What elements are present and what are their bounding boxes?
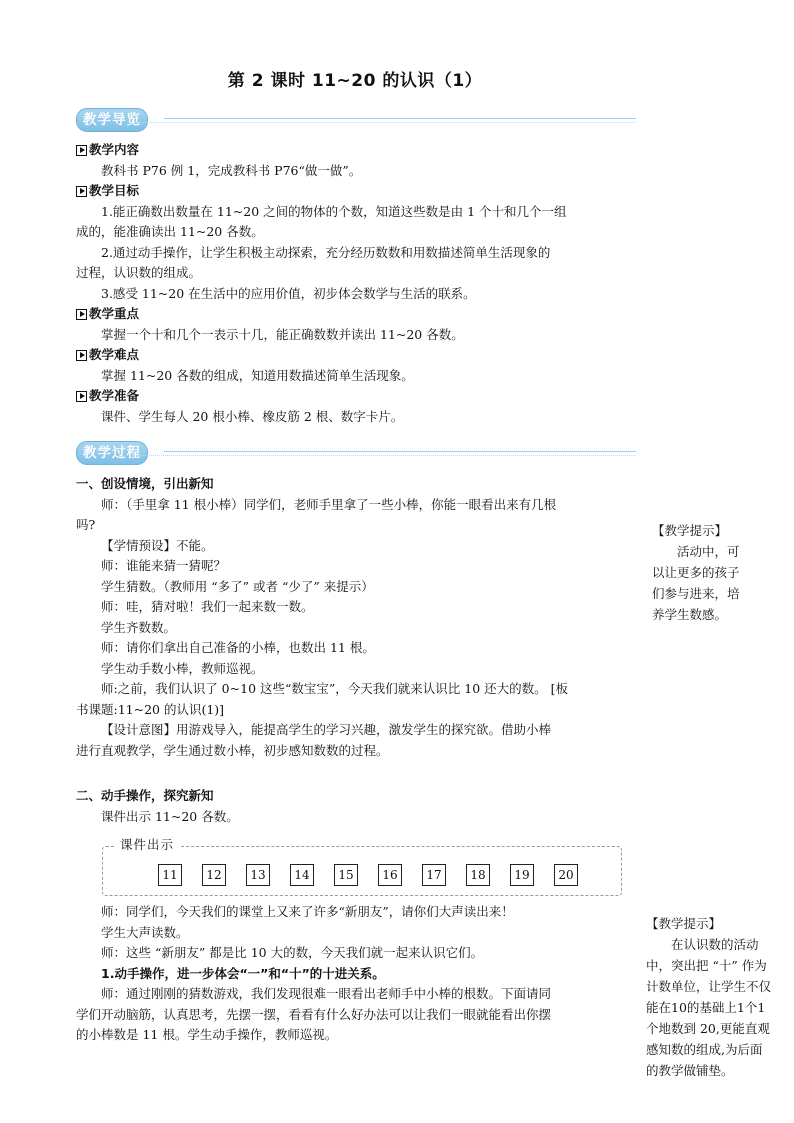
part1-line: 吗? <box>76 517 96 532</box>
part2-intro <box>76 786 636 827</box>
number-card: 18 <box>466 864 490 886</box>
section-header-process <box>76 441 636 465</box>
tip-line: 养学生数感。 <box>652 607 728 622</box>
part1-line: 【学情预设】不能。 <box>101 537 214 553</box>
heading-content: 教学内容 <box>76 140 636 161</box>
goal-1-line-b: 成的，能准确读出 11~20 各数。 <box>76 224 264 239</box>
tip-line: 能在10的基础上1个1 <box>646 1000 766 1015</box>
number-card: 14 <box>290 864 314 886</box>
part1-line: 【设计意图】用游戏导入，能提高学生的学习兴趣，激发学生的探究欲。借助小棒 <box>101 722 552 737</box>
part1-line: 师：请你们拿出自己准备的小棒，也数出 11 根。 <box>101 640 375 655</box>
part2-line: 课件出示 11~20 各数。 <box>101 808 239 824</box>
courseware-box <box>102 834 622 896</box>
number-card: 20 <box>554 864 578 886</box>
part2-heading: 二、动手操作，探究新知 <box>76 788 214 803</box>
section-header-guide <box>76 108 636 132</box>
number-card: 17 <box>422 864 446 886</box>
tip-line: 以让更多的孩子 <box>652 565 740 580</box>
part1-line: 师:之前，我们认识了 0~10 这些“数宝宝”，今天我们就来认识比 10 还大的数。 [板 <box>101 681 568 696</box>
tip-line: 们参与进来，培 <box>652 586 740 601</box>
part1-line: 学生猜数。（教师用 “多了” 或者 “少了” 来提示） <box>101 578 374 594</box>
number-card: 12 <box>202 864 226 886</box>
tip-line: 计数单位，让学生不仅 <box>646 979 772 994</box>
section-label-process: 教学过程 <box>76 441 148 465</box>
guide-block <box>76 140 636 427</box>
part1-line: 师：哇，猜对啦！我们一起来数一数。 <box>101 599 314 614</box>
part1-block <box>76 474 636 761</box>
goal-2-line-a: 2.通过动手操作，让学生积极主动探索，充分经历数数和用数描述简单生活现象的 <box>101 244 551 260</box>
page-title: 第 2 课时 11~20 的认识（1） <box>227 71 483 91</box>
tip-line: 在认识数的活动 <box>671 937 759 952</box>
section-divider <box>164 451 636 452</box>
tip-line: 感知数的组成,为后面 <box>646 1042 763 1057</box>
number-card: 15 <box>334 864 358 886</box>
part2-line: 师：同学们，今天我们的课堂上又来了许多“新朋友”，请你们大声读出来！ <box>101 904 514 919</box>
content-text: 教科书 P76 例 1，完成教科书 P76“做一做”。 <box>101 162 362 178</box>
goal-1-line-a: 1.能正确数出数量在 11~20 之间的物体的个数，知道这些数是由 1 个十和几个一组 <box>101 203 567 219</box>
part1-line: 进行直观教学，学生通过数小棒，初步感知数数的过程。 <box>76 742 389 758</box>
section-label-guide: 教学导览 <box>76 108 148 132</box>
key-text: 掌握一个十和几个一表示十几，能正确数数并读出 11~20 各数。 <box>101 326 464 342</box>
part2-block <box>76 902 636 1046</box>
heading-difficulty: 教学难点 <box>76 345 636 366</box>
part2-line: 的小棒数是 11 根。学生动手操作，教师巡视。 <box>76 1027 338 1042</box>
part2-line: 师：这些 “新朋友” 都是比 10 大的数，今天我们就一起来认识它们。 <box>101 945 484 960</box>
part1-line: 学生动手数小棒，教师巡视。 <box>101 660 264 676</box>
play-icon <box>76 145 87 156</box>
part2-subheading: 1.动手操作，进一步体会“一”和“十”的十进关系。 <box>101 965 385 981</box>
part2-line: 学们开动脑筋，认真思考，先摆一摆，看看有什么好办法可以让我们一眼就能看出你摆 <box>76 1006 552 1022</box>
number-card: 19 <box>510 864 534 886</box>
section-divider <box>164 118 636 119</box>
tip-title: 【教学提示】 <box>646 916 722 931</box>
tip-line: 的教学做铺垫。 <box>646 1063 734 1078</box>
prep-text: 课件、学生每人 20 根小棒、橡皮筋 2 根、数字卡片。 <box>101 408 404 424</box>
part1-line: 师：（手里拿 11 根小棒）同学们，老师手里拿了一些小棒，你能一眼看出来有几根 <box>101 496 557 512</box>
tip-line: 个地数到 20,更能直观 <box>646 1021 770 1036</box>
part2-line: 学生大声读数。 <box>101 924 189 940</box>
number-card: 11 <box>158 864 182 886</box>
section-divider-dotted <box>136 122 636 123</box>
section-divider-dotted <box>136 455 636 456</box>
play-icon <box>76 309 87 320</box>
goal-3: 3.感受 11~20 在生活中的应用价值，初步体会数学与生活的联系。 <box>101 285 476 301</box>
number-card: 13 <box>246 864 270 886</box>
tip-title: 【教学提示】 <box>652 523 728 538</box>
heading-key: 教学重点 <box>76 304 636 325</box>
tip-line: 中，突出把 “十” 作为 <box>646 958 767 973</box>
difficulty-text: 掌握 11~20 各数的组成，知道用数描述简单生活现象。 <box>101 367 414 383</box>
tip-line: 活动中，可 <box>677 544 740 559</box>
number-card: 16 <box>378 864 402 886</box>
part1-heading: 一、创设情境，引出新知 <box>76 476 214 491</box>
play-icon <box>76 350 87 361</box>
teaching-tip-1 <box>652 520 794 625</box>
courseware-tag: 课件出示 <box>114 834 180 856</box>
play-icon <box>76 186 87 197</box>
play-icon <box>76 391 87 402</box>
heading-goals: 教学目标 <box>76 181 636 202</box>
goal-2-line-b: 过程，认识数的组成。 <box>76 265 202 280</box>
part1-line: 学生齐数数。 <box>101 619 177 635</box>
heading-prep: 教学准备 <box>76 386 636 407</box>
number-cards <box>158 864 578 886</box>
part1-line: 书课题:11~20 的认识(1)] <box>76 701 225 717</box>
part1-line: 师：谁能来猜一猜呢？ <box>101 558 227 573</box>
part2-line: 师：通过刚刚的猜数游戏，我们发现很难一眼看出老师手中小棒的根数。下面请同 <box>101 986 552 1001</box>
teaching-tip-2 <box>646 913 788 1081</box>
